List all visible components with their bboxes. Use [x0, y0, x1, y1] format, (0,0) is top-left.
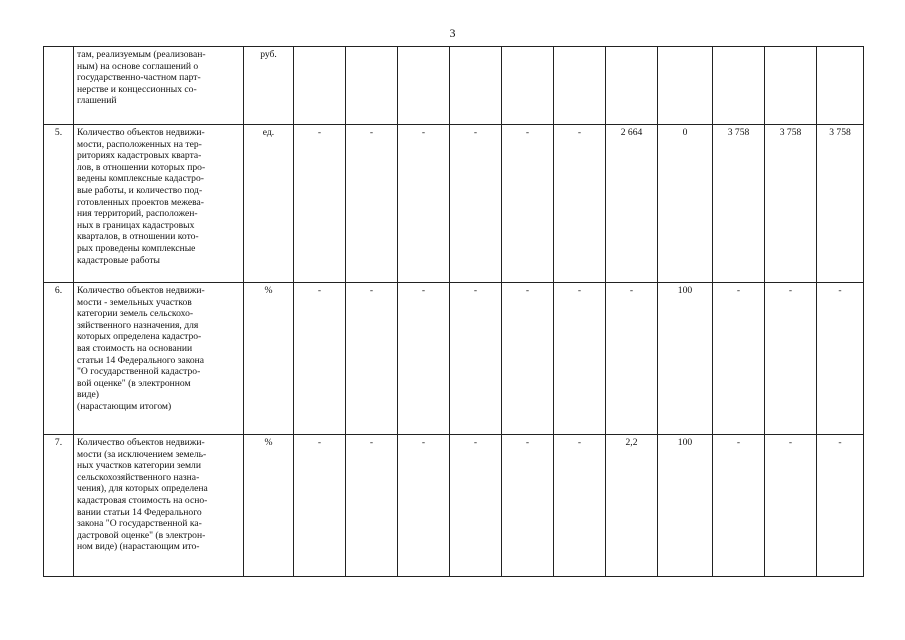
- indicator-name: [74, 435, 244, 577]
- indicator-name-line: мости - земельных участков: [77, 296, 192, 308]
- indicator-table: [43, 46, 864, 577]
- indicator-name-line: готовленных проектов межева-: [77, 196, 204, 208]
- value-cell: 2 664: [606, 125, 658, 283]
- indicator-name-line: дастровой оценке" (в электрон-: [77, 529, 206, 541]
- indicator-name-line: там, реализуемым (реализован-: [77, 49, 206, 60]
- indicator-name-line: "О государственной кадастро-: [77, 366, 201, 378]
- value-cell: -: [502, 435, 554, 577]
- indicator-name-line: ных участков категории земли: [77, 460, 201, 472]
- row-number: [44, 47, 74, 125]
- indicator-name-line: ном виде) (нарастающим ито-: [77, 541, 200, 553]
- indicator-name-line: глашений: [77, 95, 117, 107]
- indicator-name-line: виде): [77, 389, 99, 401]
- indicator-name-line: сельскохозяйственного назна-: [77, 471, 200, 483]
- indicator-name-line: вании статьи 14 Федерального: [77, 506, 202, 518]
- value-cell: -: [713, 435, 765, 577]
- value-cell: -: [294, 283, 346, 435]
- table-row: [44, 283, 864, 435]
- value-cell: -: [450, 435, 502, 577]
- value-cell: [658, 47, 713, 125]
- value-cell: [398, 47, 450, 125]
- value-cell: 100: [658, 435, 713, 577]
- value-cell: -: [765, 435, 817, 577]
- value-cell: -: [346, 435, 398, 577]
- value-cell: 100: [658, 283, 713, 435]
- indicator-name-line: статьи 14 Федерального закона: [77, 354, 205, 366]
- indicator-name-line: (нарастающим итогом): [77, 400, 172, 412]
- value-cell: -: [398, 125, 450, 283]
- indicator-name-line: риториях кадастровых кварта-: [77, 150, 202, 162]
- indicator-name-line: ным) на основе соглашений о: [77, 60, 199, 72]
- value-cell: -: [606, 283, 658, 435]
- unit-of-measure: %: [244, 435, 294, 577]
- row-number: 5.: [44, 125, 74, 283]
- indicator-name-line: Количество объектов недвижи-: [77, 437, 205, 448]
- value-cell: -: [398, 283, 450, 435]
- indicator-name-line: ведены комплексные кадастро-: [77, 173, 204, 185]
- value-cell: -: [450, 283, 502, 435]
- value-cell: -: [294, 435, 346, 577]
- indicator-name-line: вой оценке" (в электронном: [77, 377, 191, 389]
- indicator-name-line: зяйственного назначения, для: [77, 319, 199, 331]
- value-cell: -: [346, 125, 398, 283]
- value-cell: -: [554, 125, 606, 283]
- value-cell: [450, 47, 502, 125]
- indicator-name-line: кадастровые работы: [77, 254, 160, 266]
- indicator-name: [74, 283, 244, 435]
- value-cell: [765, 47, 817, 125]
- indicator-name-line: Количество объектов недвижи-: [77, 127, 205, 138]
- value-cell: [606, 47, 658, 125]
- unit-of-measure: ед.: [244, 125, 294, 283]
- value-cell: -: [765, 283, 817, 435]
- indicator-name-line: мости (за исключением земель-: [77, 448, 207, 460]
- indicator-name-line: чения), для которых определена: [77, 483, 208, 495]
- value-cell: [346, 47, 398, 125]
- value-cell: [713, 47, 765, 125]
- value-cell: -: [817, 283, 864, 435]
- value-cell: -: [294, 125, 346, 283]
- value-cell: -: [398, 435, 450, 577]
- value-cell: -: [502, 283, 554, 435]
- indicator-name-line: мости, расположенных на тер-: [77, 138, 202, 150]
- indicator-name-line: закона "О государственной ка-: [77, 518, 202, 530]
- indicator-name-line: ных в границах кадастровых: [77, 219, 195, 231]
- unit-of-measure: руб.: [244, 47, 294, 125]
- indicator-name-line: кварталов, в отношении кото-: [77, 231, 199, 243]
- indicator-name: [74, 125, 244, 283]
- value-cell: -: [502, 125, 554, 283]
- value-cell: [294, 47, 346, 125]
- indicator-name-line: Количество объектов недвижи-: [77, 285, 205, 296]
- table-row: [44, 125, 864, 283]
- value-cell: 3 758: [765, 125, 817, 283]
- value-cell: 3 758: [713, 125, 765, 283]
- indicator-name-line: вая стоимость на основании: [77, 342, 193, 354]
- indicator-name-line: нерстве и концессионных со-: [77, 83, 197, 95]
- value-cell: -: [713, 283, 765, 435]
- value-cell: -: [554, 435, 606, 577]
- row-number: 6.: [44, 283, 74, 435]
- value-cell: [502, 47, 554, 125]
- indicator-name-line: лов, в отношении которых про-: [77, 161, 206, 173]
- row-number: 7.: [44, 435, 74, 577]
- indicator-name-line: ния территорий, расположен-: [77, 208, 198, 220]
- value-cell: 0: [658, 125, 713, 283]
- indicator-name-line: вые работы, и количество под-: [77, 184, 203, 196]
- value-cell: [554, 47, 606, 125]
- indicator-name-line: категории земель сельскохо-: [77, 308, 194, 320]
- page-number: 3: [449, 26, 456, 40]
- value-cell: 2,2: [606, 435, 658, 577]
- unit-of-measure: %: [244, 283, 294, 435]
- value-cell: -: [450, 125, 502, 283]
- value-cell: -: [817, 435, 864, 577]
- value-cell: 3 758: [817, 125, 864, 283]
- value-cell: -: [554, 283, 606, 435]
- indicator-name-line: кадастровая стоимость на осно-: [77, 494, 208, 506]
- table-row: [44, 47, 864, 125]
- indicator-name: [74, 47, 244, 125]
- indicator-name-line: которых определена кадастро-: [77, 331, 202, 343]
- value-cell: -: [346, 283, 398, 435]
- indicator-name-line: государственно-частном парт-: [77, 72, 201, 84]
- value-cell: [817, 47, 864, 125]
- indicator-name-line: рых проведены комплексные: [77, 242, 196, 254]
- table-row: [44, 435, 864, 577]
